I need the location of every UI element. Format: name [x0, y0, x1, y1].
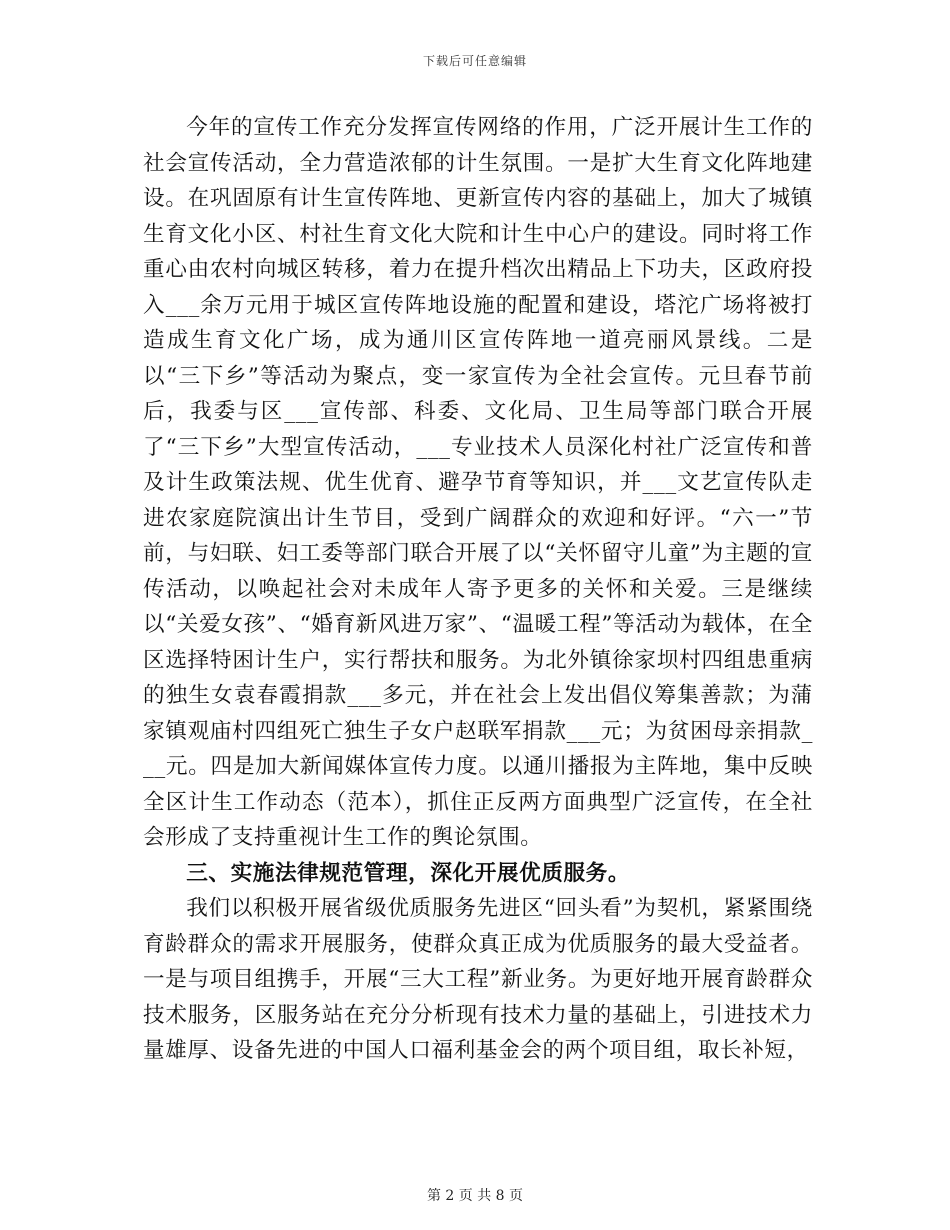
- document-body: [143, 110, 813, 1069]
- body-paragraph-2: 我们以积极开展省级优质服务先进区“回头看”为契机，紧紧围绕育龄群众的需求开展服务，使群众真正成为优质服务的最大受益者。一是与项目组携手，开展“三大工程”新业务。为更好地开展育龄群众技术服务，区服务站在充分分析现有技术力量的基础上，引进技术力量雄厚、设备先进的中国人口福利基金会的两个项目组，取长补短，: [143, 896, 813, 1063]
- section-heading: 三、实施法律规范管理，深化开展优质服务。: [186, 860, 631, 886]
- page-header-note: 下载后可任意编辑: [422, 54, 527, 68]
- page-number: 第 2 页 共 8 页: [426, 1188, 524, 1204]
- body-paragraph-1: 今年的宣传工作充分发挥宣传网络的作用，广泛开展计生工作的社会宣传活动，全力营造浓郁的计生氛围。一是扩大生育文化阵地建设。在巩固原有计生宣传阵地、更新宣传内容的基础上，加大了城镇生育文化小区、村社生育文化大院和计生中心户的建设。同时将工作重心由农村向城区转移，着力在提升档次出精品上下功夫，区政府投入___余万元用于城区宣传阵地设施的配置和建设，塔沱广场将被打造成生育文化广场，成为通川区宣传阵地一道亮丽风景线。二是以“三下乡”等活动为聚点，变一家宣传为全社会宣传。元旦春节前后，我委与区___宣传部、科委、文化局、卫生局等部门联合开展了“三下乡”大型宣传活动，___专业技术人员深化村社广泛宣传和普及计生政策法规、优生优育、避孕节育等知识，并___文艺宣传队走进农家庭院演出计生节目，受到广阔群众的欢迎和好评。“六一”节前，与妇联、妇工委等部门联合开展了以“关怀留守儿童”为主题的宣传活动，以唤起社会对未成年人寄予更多的关怀和关爱。三是继续以“关爱女孩”、“婚育新风进万家”、“温暖工程”等活动为载体，在全区选择特困计生户，实行帮扶和服务。为北外镇徐家坝村四组患重病的独生女袁春霞捐款___多元，并在社会上发出倡仪筹集善款；为蒲家镇观庙村四组死亡独生子女户赵联军捐款___元；为贫困母亲捐款___元。四是加大新闻媒体宣传力度。以通川播报为主阵地，集中反映全区计生工作动态（范本），抓住正反两方面典型广泛宣传，在全社会形成了支持重视计生工作的舆论氛围。: [143, 115, 813, 850]
